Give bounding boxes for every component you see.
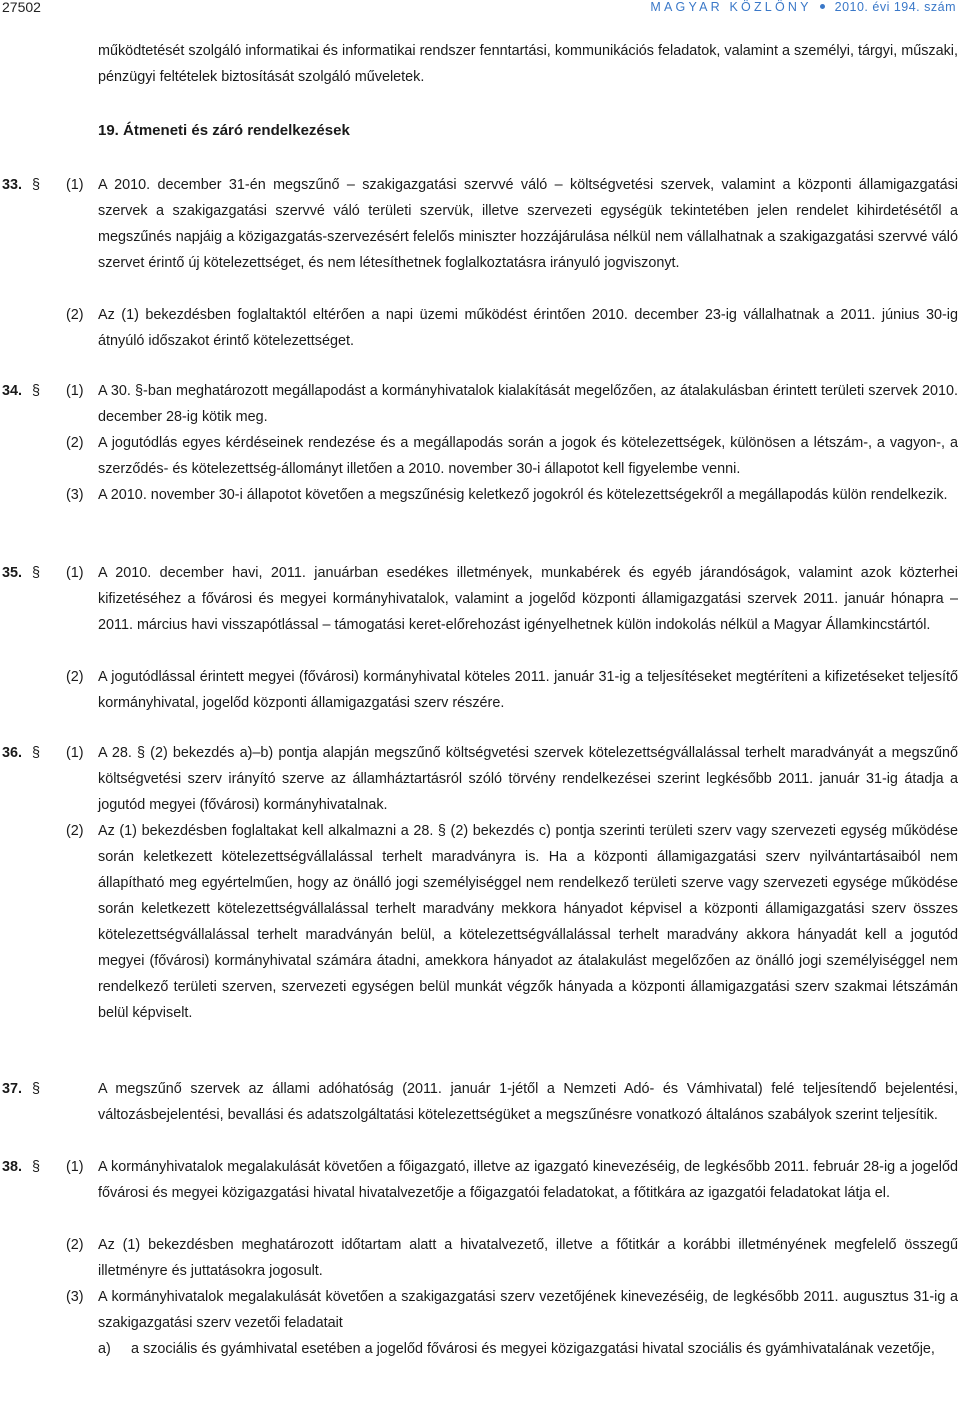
article-38-paragraph-2: Az (1) bekezdésben meghatározott időtartam alatt a hivatalvezető, illetve a főtitkár a korábbi illetményének megfelelő összegű illetményre és juttatásokra jogosult. xyxy=(98,1237,958,1279)
article-33-paragraph-2: Az (1) bekezdésben foglaltaktól eltérően a napi üzemi működést érintően 2010. december 23-ig vállalhatnak a 2011. június 30-ig átnyúló időszakot érintő kötelezettséget. xyxy=(98,307,958,349)
article-35-paragraph-2: A jogutódlással érintett megyei (fővárosi) kormányhivatal köteles 2011. január 31-ig a teljesítéseket megtéríteni a kifizetéseket teljesítő kormányhivatal, jogelőd központi államigazgatási szerv részére. xyxy=(98,669,958,711)
section-symbol: § xyxy=(32,565,41,581)
paragraph-number: (2) xyxy=(66,823,84,839)
article-34-paragraph-1: A 30. §-ban meghatározott megállapodást a kormányhivatalok kialakítását megelőzően, az átalakulásban érintett területi szervek 2010. december 28-ig kötik meg. xyxy=(98,383,958,425)
paragraph-number: (1) xyxy=(66,1159,84,1175)
journal-title: MAGYAR KÖZLÖNY xyxy=(650,0,812,14)
article-37-number: 37. xyxy=(2,1081,23,1097)
bullet-icon xyxy=(820,4,825,9)
section-symbol: § xyxy=(32,745,41,761)
article-38-paragraph-1: A kormányhivatalok megalakulását követően a főigazgató, illetve az igazgató kinevezéséig, de legkésőbb 2011. február 28-ig a jogelőd fővárosi és megyei közigazgatási hivatal hivatalvezetője a főigazgatói feladatokat, a főtitkára az igazgatói feladatokat látja el. xyxy=(98,1159,958,1201)
paragraph-number: (3) xyxy=(66,487,84,503)
intro-paragraph: működtetését szolgáló informatikai és informatikai rendszer fenntartási, kommunikációs feladatok, valamint a személyi, tárgyi, műszaki, pénzügyi feltételek biztosítását szolgáló műveletek. xyxy=(98,43,958,85)
page-header xyxy=(0,0,960,24)
article-34-number: 34. xyxy=(2,383,23,399)
journal-header xyxy=(650,0,956,20)
paragraph-number: (1) xyxy=(66,383,84,399)
article-33-paragraph-1: A 2010. december 31-én megszűnő – szakigazgatási szervvé váló – költségvetési szervek, valamint a központi államigazgatási szervek a szakigazgatási szervvé váló területi szervük, illetve szervezeti egységük tekintetében jelen rendelet kihirdetésétől a megszűnés napjáig a közigazgatás-szervezésért felelős miniszter hozzájárulása nélkül nem vállalhatnak a szakigazgatási szervvé váló szervet érintő új kötelezettséget, és nem létesíthetnek foglalkoztatásra irányuló jogviszonyt. xyxy=(98,177,958,271)
paragraph-number: (1) xyxy=(66,565,84,581)
article-36-paragraph-2: Az (1) bekezdésben foglaltakat kell alkalmazni a 28. § (2) bekezdés c) pontja szerinti területi szerv vagy szervezeti egység működése során keletkezett kötelezettségvállalással terhelt maradványra is. Ha a központi államigazgatási szerv nyilvántartásaiból nem állapítható meg egyértelműen, hogy az önálló jogi személyiséggel nem rendelkező területi szerve vagy szervezeti egysége működése során keletkezett kötelezettségvállalással terhelt maradvány mekkora hányadot képvisel a központi államigazgatási szerv összes kötelezettségvállalással terhelt maradványán belül, a kötelezettségvállalással terhelt maradvány akkora hányadát kell a jogutód megyei (fővárosi) kormányhivatal számára átadni, amekkora hányadot az átalakulást megelőzően az önálló jogi személyiséggel nem rendelkező területi szerven, szervezeti egységen belül munkát végzők hányada a központi államigazgatási szerv szakmai létszámán belül képviselt. xyxy=(98,823,958,1021)
section-title: 19. Átmeneti és záró rendelkezések xyxy=(98,122,350,139)
article-37-text: A megszűnő szervek az állami adóhatóság (2011. január 1-jétől a Nemzeti Adó- és Vámhivatal) felé teljesítendő bejelentési, változásbejelentési, bevallási és adatszolgáltatási kötelezettségüket a megszűnésre vonatkozó általános szabályok szerint teljesítik. xyxy=(98,1081,958,1123)
paragraph-number: (2) xyxy=(66,1237,84,1253)
section-symbol: § xyxy=(32,1159,41,1175)
article-38-number: 38. xyxy=(2,1159,23,1175)
article-34-paragraph-3: A 2010. november 30-i állapotot követően a megszűnésig keletkező jogokról és kötelezettségekről a megállapodás külön rendelkezik. xyxy=(98,487,948,503)
paragraph-number: (2) xyxy=(66,435,84,451)
article-33-number: 33. xyxy=(2,177,23,193)
section-symbol: § xyxy=(32,383,41,399)
paragraph-number: (2) xyxy=(66,307,84,323)
article-38-item-a: a szociális és gyámhivatal esetében a jogelőd fővárosi és megyei közigazgatási hivatal szociális és gyámhivatalának vezetője, xyxy=(131,1341,935,1357)
article-34-paragraph-2: A jogutódlás egyes kérdéseinek rendezése és a megállapodás során a jogok és kötelezettségek, különösen a létszám-, a vagyon-, a szerződés- és kötelezettség-állományt illetően a 2010. november 30-i állapotot kell figyelembe venni. xyxy=(98,435,958,477)
article-38-paragraph-3: A kormányhivatalok megalakulását követően a szakigazgatási szerv vezetőjének kinevezéséig, de legkésőbb 2011. augusztus 31-ig a szakigazgatási szerv vezetői feladatait xyxy=(98,1289,958,1331)
paragraph-number: (3) xyxy=(66,1289,84,1305)
section-symbol: § xyxy=(32,177,41,193)
article-36-paragraph-1: A 28. § (2) bekezdés a)–b) pontja alapján megszűnő költségvetési szervek kötelezettségvállalással terhelt maradványát a megszűnő költségvetési szerv irányító szerve az államháztartásról szóló törvény rendelkezései szerint legkésőbb 2011. január 31-ig átadja a jogutód megyei (fővárosi) kormányhivatalnak. xyxy=(98,745,958,813)
paragraph-number: (1) xyxy=(66,177,84,193)
paragraph-number: (2) xyxy=(66,669,84,685)
article-36-number: 36. xyxy=(2,745,23,761)
item-letter: a) xyxy=(98,1341,111,1357)
article-35-number: 35. xyxy=(2,565,23,581)
article-35-paragraph-1: A 2010. december havi, 2011. januárban esedékes illetmények, munkabérek és egyéb járandóságok, valamint azok közterhei kifizetéséhez a fővárosi és megyei kormányhivatalok, valamint a jogelőd központi államigazgatási szervek 2011. január hónapra – 2011. március havi visszapótlással – támogatási keret-előrehozást igényelhetnek külön indokolás nélkül a Magyar Államkincstártól. xyxy=(98,565,958,633)
paragraph-number: (1) xyxy=(66,745,84,761)
issue-label: 2010. évi 194. szám xyxy=(834,0,956,14)
section-symbol: § xyxy=(32,1081,41,1097)
page-number: 27502 xyxy=(2,0,41,15)
